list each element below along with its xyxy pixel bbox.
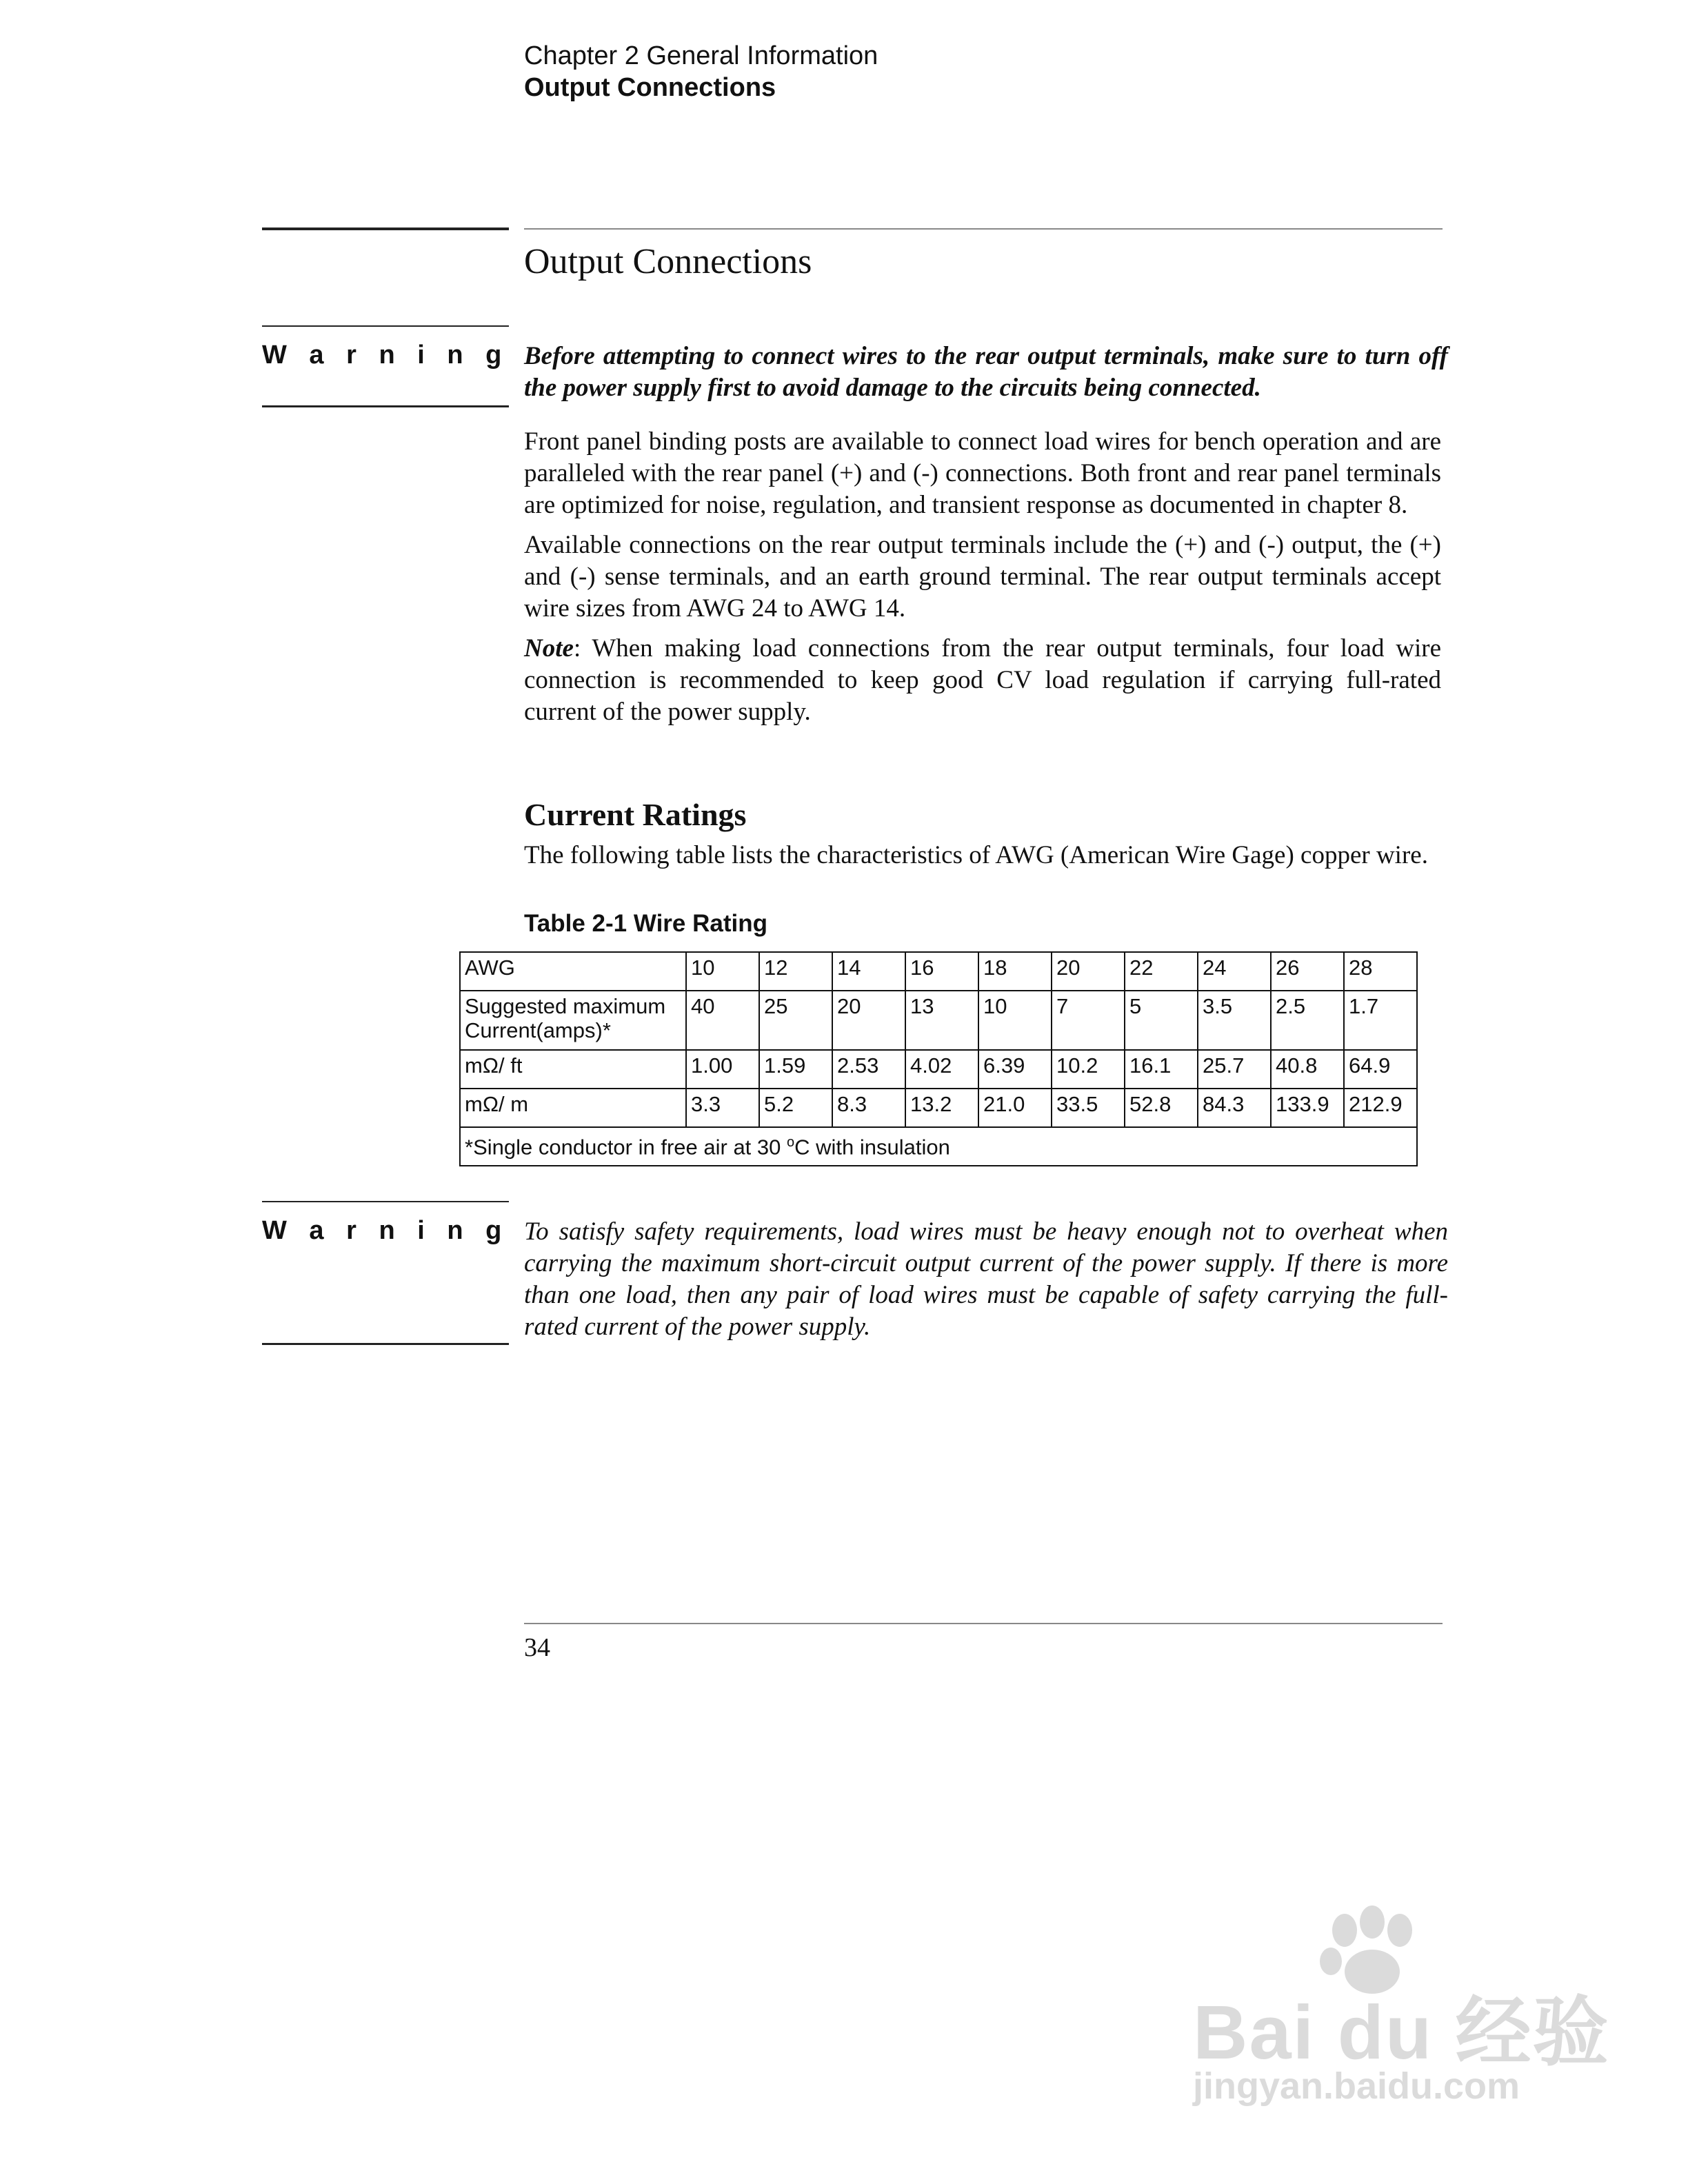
- table-cell: 18: [978, 952, 1052, 991]
- section-label: Output Connections: [524, 73, 776, 102]
- current-ratings-intro: The following table lists the characteristics of AWG (American Wire Gage) copper wire.: [524, 841, 1428, 869]
- footnote-text-end: C with insulation: [794, 1135, 950, 1160]
- table-cell: 5: [1125, 991, 1198, 1050]
- chapter-label: Chapter 2 General Information: [524, 41, 878, 70]
- warning2-label: W a r n i n g: [262, 1216, 510, 1245]
- baidu-watermark: [1172, 1903, 1610, 2110]
- warning2-top-rule: [262, 1201, 509, 1202]
- table-cell: 1.7: [1344, 991, 1417, 1050]
- paragraph-note: [524, 633, 1441, 728]
- warning1-bottom-rule: [262, 405, 509, 407]
- table-cell: 13.2: [905, 1089, 978, 1127]
- table-cell: 4.02: [905, 1050, 978, 1089]
- table-cell: 12: [759, 952, 832, 991]
- table-cell: 3.5: [1198, 991, 1271, 1050]
- table-cell: 6.39: [978, 1050, 1052, 1089]
- section-title: Output Connections: [524, 242, 812, 281]
- table-cell: 7: [1052, 991, 1125, 1050]
- table-cell: 16.1: [1125, 1050, 1198, 1089]
- table-row: [460, 991, 1417, 1050]
- warning1-top-rule: [262, 325, 509, 327]
- table-cell: 5.2: [759, 1089, 832, 1127]
- table-caption: Table 2-1 Wire Rating: [524, 910, 767, 937]
- table-cell: 24: [1198, 952, 1271, 991]
- footer-rule: [524, 1623, 1443, 1624]
- warning1-label: W a r n i n g: [262, 341, 510, 370]
- table-cell: 1.59: [759, 1050, 832, 1089]
- table-cell: 40: [686, 991, 759, 1050]
- paragraph-rear-terminals: Available connections on the rear output terminals include the (+) and (-) output, the (+) and (-) sense terminals, and an earth ground terminal. The rear output terminals accept wire sizes from AWG 24 to AWG 14.: [524, 531, 1441, 623]
- table-cell: 2.5: [1271, 991, 1344, 1050]
- row-header: mΩ/ ft: [460, 1050, 686, 1089]
- wire-rating-table: [459, 951, 1418, 1166]
- table-cell: 22: [1125, 952, 1198, 991]
- table-cell: 20: [1052, 952, 1125, 991]
- left-rule: [262, 228, 509, 230]
- warning2-bottom-rule: [262, 1343, 509, 1345]
- table-cell: 3.3: [686, 1089, 759, 1127]
- table-footnote-row: [460, 1127, 1417, 1166]
- running-header: [524, 40, 878, 103]
- row-header: mΩ/ m: [460, 1089, 686, 1127]
- table-cell: 21.0: [978, 1089, 1052, 1127]
- table-cell: 84.3: [1198, 1089, 1271, 1127]
- table-cell: 10: [686, 952, 759, 991]
- table-cell: 40.8: [1271, 1050, 1344, 1089]
- row-header: Suggested maximum Current(amps)*: [460, 991, 686, 1050]
- top-rule: [524, 228, 1443, 230]
- table-cell: 20: [832, 991, 905, 1050]
- table-cell: 28: [1344, 952, 1417, 991]
- table-cell: 64.9: [1344, 1050, 1417, 1089]
- page-number: 34: [524, 1633, 550, 1662]
- table-cell: 16: [905, 952, 978, 991]
- warning1-text: Before attempting to connect wires to the rear output terminals, make sure to turn off the power supply first to avoid damage to the circuits being connected.: [524, 342, 1448, 402]
- table-cell: 26: [1271, 952, 1344, 991]
- table-row: [460, 1050, 1417, 1089]
- note-text: : When making load connections from the rear output terminals, four load wire connection is recommended to keep good CV load regulation if carrying full-rated current of the power supply.: [524, 634, 1441, 726]
- table-footnote: [460, 1127, 1417, 1166]
- table-cell: 1.00: [686, 1050, 759, 1089]
- table-cell: 25.7: [1198, 1050, 1271, 1089]
- table-cell: 133.9: [1271, 1089, 1344, 1127]
- table-row: [460, 1089, 1417, 1127]
- table-cell: 25: [759, 991, 832, 1050]
- body-text: [524, 426, 1441, 736]
- watermark-brand: Bai du 经验: [1193, 1990, 1610, 2075]
- table-cell: 8.3: [832, 1089, 905, 1127]
- current-ratings-title: Current Ratings: [524, 797, 747, 832]
- table-cell: 10.2: [1052, 1050, 1125, 1089]
- table-cell: 2.53: [832, 1050, 905, 1089]
- table-cell: 212.9: [1344, 1089, 1417, 1127]
- table-cell: 10: [978, 991, 1052, 1050]
- table-cell: 33.5: [1052, 1089, 1125, 1127]
- paragraph-front-panel: Front panel binding posts are available to connect load wires for bench operation and are paralleled with the rear panel (+) and (-) connections. Both front and rear panel terminals are optimized for noise, regulation, and transient response as documented in chapter 8.: [524, 427, 1441, 519]
- row-header: AWG: [460, 952, 686, 991]
- table-cell: 52.8: [1125, 1089, 1198, 1127]
- note-label: Note: [524, 634, 574, 663]
- table-row: [460, 952, 1417, 991]
- watermark-url: jingyan.baidu.com: [1193, 2065, 1520, 2107]
- degree-mark: o: [787, 1135, 795, 1150]
- table-cell: 14: [832, 952, 905, 991]
- warning2-text: To satisfy safety requirements, load wires must be heavy enough not to overheat when carrying the maximum short-circuit output current of the power supply. If there is more than one load, then any pair of load wires must be capable of safety carrying the full-rated current of the power supply.: [524, 1217, 1448, 1341]
- table-cell: 13: [905, 991, 978, 1050]
- footnote-text: *Single conductor in free air at 30: [465, 1135, 787, 1160]
